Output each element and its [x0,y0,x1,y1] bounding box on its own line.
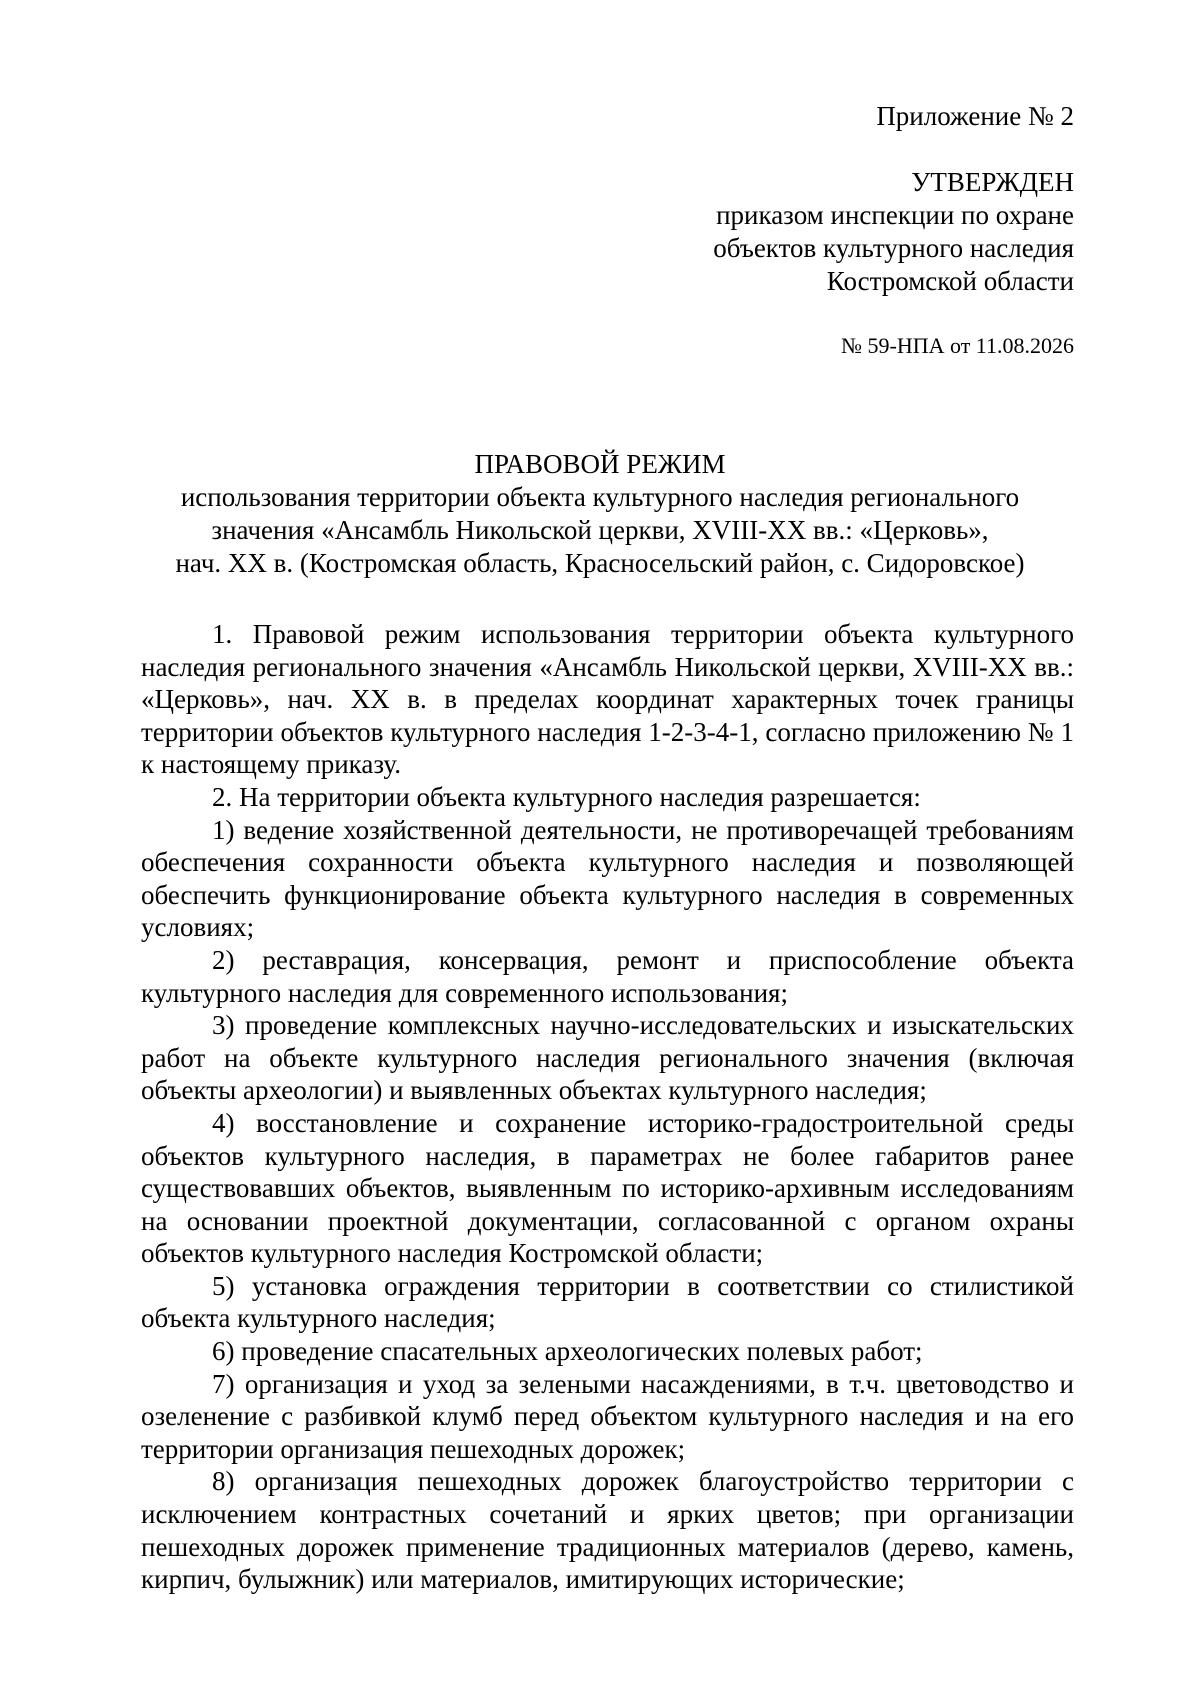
approved-line: Костромской области [826,266,1074,296]
list-item: 6) проведение спасательных археологических полевых работ; [212,1336,923,1367]
title-line: нач. XX в. (Костромская область, Красносельский район, с. Сидоровское) [175,548,1025,578]
approved-line: приказом инспекции по охране [716,200,1074,230]
list-item: 2) реставрация, консервация, ремонт и приспособление объекта культурного наследия для современного использования; [141,944,1074,1008]
list-item: 7) организация и уход за зелеными насаждениями, в т.ч. цветоводство и озеленение с разбивкой клумб перед объектом культурного наследия и на его территории организация пешеходных дорожек; [141,1368,1074,1464]
approved-heading: УТВЕРЖДЕН [911,167,1074,197]
title-line: использования территории объекта культурного наследия регионального [180,482,1020,512]
appendix-label: Приложение № 2 [876,101,1074,131]
document-title [126,448,1074,580]
document-body [141,618,1074,1596]
list-item: 3) проведение комплексных научно-исследовательских и изыскательских работ на объекте культурного наследия регионального значения (включая объекты археологии) и выявленных объектах культурного наследия; [141,1010,1074,1106]
list-item: 1) ведение хозяйственной деятельности, не противоречащей требованиям обеспечения сохранности объекта культурного наследия и позволяющей обеспечить функционирование объекта культурного наследия в современных условиях; [141,814,1074,943]
approved-line: объектов культурного наследия [713,233,1074,263]
paragraph: 1. Правовой режим использования территории объекта культурного наследия регионального значения «Ансамбль Никольской церкви, XVIII-XX вв.: «Церковь», нач. XX в. в пределах координат характерных точек границы территории объектов культурного наследия 1-2-3-4-1, согласно приложению № 1 к настоящему приказу. [141,619,1074,780]
title-line: значения «Ансамбль Никольской церкви, XVIII-XX вв.: «Церковь», [211,515,989,545]
approval-block [713,166,1074,298]
list-item: 5) установка ограждения территории в соответствии со стилистикой объекта культурного наследия; [141,1270,1074,1334]
title-heading: ПРАВОВОЙ РЕЖИМ [474,449,726,479]
order-number: № 59-НПА от 11.08.2026 [841,333,1074,358]
list-item: 8) организация пешеходных дорожек благоустройство территории с исключением контрастных сочетаний и ярких цветов; при организации пешеходных дорожек применение традиционных материалов (дерево, камень, кирпич, булыжник) или материалов, имитирующих исторические; [141,1466,1074,1595]
list-item: 4) восстановление и сохранение историко-градостроительной среды объектов культурного наследия, в параметрах не более габаритов ранее существовавших объектов, выявленным по историко-архивным исследованиям на основании проектной документации, согласованной с органом охраны объектов культурного наследия Костромской области; [141,1107,1074,1269]
paragraph: 2. На территории объекта культурного наследия разрешается: [212,781,921,812]
